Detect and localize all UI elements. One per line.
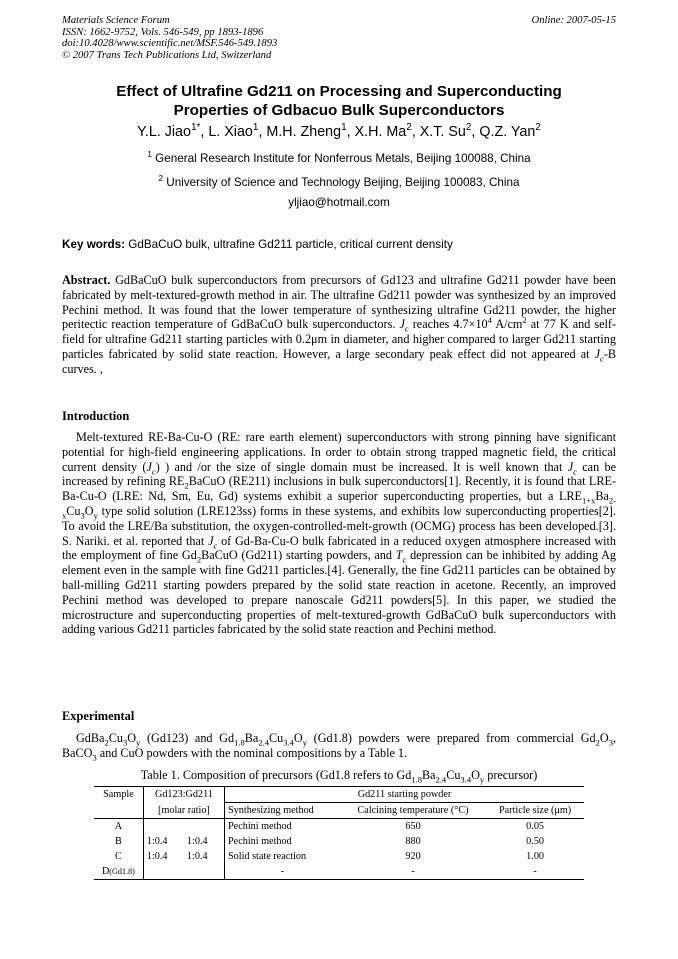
abstract-text: -B curves. ,	[62, 346, 616, 376]
abstract-text: A/cm	[495, 317, 523, 332]
jc-symbol: J	[146, 459, 152, 474]
subscript: 2.4	[258, 737, 269, 748]
author-name: Y.L. Jiao	[137, 124, 191, 140]
subscript: 2	[184, 480, 189, 491]
journal-name: Materials Science Forum	[62, 15, 170, 26]
subscript: 3.4	[460, 774, 472, 785]
title-line-1: Effect of Ultrafine Gd211 on Processing and Superconducting	[116, 83, 562, 100]
abstract-text: reaches 4.7×10	[412, 317, 488, 332]
affiliation-number: 2	[158, 174, 164, 184]
subscript: 3	[80, 510, 85, 521]
body-text: O	[293, 731, 303, 745]
cell-sample: C	[115, 851, 122, 862]
subscript: 1+x	[582, 495, 596, 506]
cell-ratio: 1:0.4	[186, 836, 208, 847]
subscript: y	[93, 510, 98, 521]
author-list: Y.L. Jiao$^{1*}$, L. Xiao$^1$, M.H. Zheng$^1$, X.H. Ma$^2$, X.T. Su$^2$, Q.Z. Yan$^2$	[137, 122, 541, 140]
cell-particle-size: 0.05	[526, 821, 544, 832]
jc-symbol: J	[567, 459, 574, 474]
body-text: type solid solution (LRE123ss) forms in these systems, and exhibits low superconducting properties[2]. To avoid the LRE/Ba substitution, the oxygen-controlled-melt-growth (OCMG) process has been developed.[3]. S. Nariki. et al. reported that	[62, 503, 616, 548]
body-text: Cu	[108, 731, 123, 745]
experimental-paragraph	[62, 731, 616, 761]
body-text: (Gd123) and Gd	[146, 731, 235, 745]
author-affiliation-mark: 1	[341, 122, 347, 134]
table-row	[94, 864, 584, 880]
subscript: 3	[92, 752, 97, 763]
table-row	[94, 834, 584, 849]
caption-text: precursor)	[487, 768, 538, 782]
body-text: (Gd1.8) powders were prepared from commercial Gd	[313, 731, 596, 745]
author-name: M.H. Zheng	[266, 124, 342, 140]
cell-sample	[94, 864, 143, 880]
keywords	[62, 238, 616, 251]
author-name: Q.Z. Yan	[479, 124, 536, 140]
body-text: GdBa	[76, 731, 105, 745]
tc-subscript: c	[402, 554, 407, 565]
issn-line: ISSN: 1662-9752, Vols. 546-549, pp 1893-1896	[62, 26, 264, 38]
author-affiliation-mark: 1	[252, 122, 259, 134]
body-text: O	[599, 731, 609, 745]
header-ratio: Gd123:Gd211	[143, 787, 224, 803]
cell-method: Pechini method	[225, 819, 340, 835]
exponent: 2	[522, 315, 527, 326]
subscript: y	[302, 737, 307, 748]
caption-text: Ba	[421, 768, 436, 782]
table-row	[94, 819, 584, 835]
header-sample: Sample	[94, 787, 143, 803]
cell-method: Solid state reaction	[225, 849, 340, 864]
jc-subscript: c	[213, 540, 218, 551]
cell-particle-size: 0.50	[526, 836, 544, 847]
subscript: 2.4	[435, 774, 447, 785]
author-affiliation-mark: 1*	[190, 122, 201, 134]
author-name: X.T. Su	[419, 124, 466, 140]
body-text: depression can be inhibited by adding Ag element even in the sample with fine Gd211 particles.[4]. Generally, the fine Gd211 particles can be obtained by ball-milling Gd211 starting powders prepared by the solid state reaction in acetone. Recently, an improved Pechini method was developed to prepare nanoscale Gd211 powders[5]. In this paper, we studied the microstructure and superconducting properties of melt-textured-growth GdBaCuO bulk superconductors with adding various Gd211 particles fabricated by the solid state reaction and Pechini method.	[62, 548, 617, 637]
body-text: Melt-textured RE-Ba-Cu-O (RE: rare earth element) superconductors with strong pinning have significant potential for high-field engineering applications. In order to obtain strong trapped magnetic field, the critical current density (	[62, 430, 616, 474]
body-text: BaCuO (RE211) inclusions in bulk superconductors[1]. Recently, it is found that LRE-Ba-Cu-O (LRE: Nd, Sm, Eu, Gd) systems exhibit a superior superconducting properties, but a LRE	[62, 474, 616, 504]
header-gd211-group: Gd211 starting powder	[225, 787, 584, 803]
subscript: 2-x	[62, 495, 616, 521]
abstract-text: at 77 K and self-field for ultrafine Gd211 starting particles with 0.2μm in diameter, and higher compared to larger Gd211 starting particles fabricated by solid state reaction. However, a large secondary peak effect did not appeared at	[62, 317, 617, 361]
cell-method: Pechini method	[225, 834, 340, 849]
doi-line: doi:10.4028/www.scientific.net/MSF.546-549.1893	[62, 38, 278, 50]
table-subheader-row	[94, 803, 584, 819]
subscript: 1.8	[411, 774, 422, 785]
cell-particle-size: 1.00	[526, 851, 544, 862]
cell-ratio: 1:0.4	[143, 834, 184, 849]
journal-header	[62, 15, 616, 61]
precursor-composition-table	[94, 786, 584, 880]
keywords-label: Key words:	[62, 238, 125, 251]
tc-symbol: T	[395, 548, 403, 563]
caption-text: Cu	[446, 768, 461, 782]
subscript: 2	[196, 554, 202, 565]
cell-ratio: 1:0.4	[143, 849, 184, 864]
cell-sample: B	[115, 836, 122, 847]
body-text: BaCuO (Gd211) starting powders, and	[201, 548, 392, 563]
author-email: yljiao@hotmail.com	[288, 196, 390, 209]
jc-subscript: c	[573, 466, 577, 477]
subscript: y	[479, 774, 485, 785]
jc-symbol: J	[399, 317, 405, 332]
author-affiliation-mark: 2	[406, 122, 412, 134]
caption-text: O	[471, 768, 480, 782]
caption-text: Table 1. Composition of precursors (Gd1.8 refers to Gd	[140, 768, 412, 782]
header-temperature: Calcining temperature (°C)	[340, 803, 486, 819]
abstract-text: GdBaCuO bulk superconductors from precursors of Gd123 and ultrafine Gd211 powder have been fabricated by melt-textured-growth method in air. The ultrafine Gd211 powder was synthesized by an improved Pechini method. It was found that the lower temperature of synthesizing ultrafine Gd211 powder, the higher peritectic reaction temperature of GdBaCuO bulk superconductors.	[62, 273, 616, 332]
subscript: 2	[104, 737, 109, 748]
affiliation-text: General Research Institute for Nonferrous Metals, Beijing 100088, China	[155, 152, 531, 165]
cell-sample: A	[114, 821, 123, 832]
abstract	[62, 273, 616, 377]
section-heading-introduction: Introduction	[62, 409, 130, 423]
body-text: , BaCO	[62, 731, 617, 760]
subscript: 2	[595, 737, 600, 748]
subscript: 3.4	[283, 737, 294, 748]
author-affiliation-mark: 2	[535, 122, 541, 134]
cell-particle-size: -	[486, 864, 584, 880]
body-text: Cu	[66, 503, 81, 518]
body-text: O	[127, 731, 137, 745]
body-text: O	[84, 503, 94, 518]
online-date: Online: 2007-05-15	[531, 15, 616, 26]
cell-temperature: 920	[405, 851, 421, 862]
body-text: and CuO powders with the nominal compositions by a Table 1.	[99, 745, 408, 760]
cell-method: -	[225, 864, 340, 880]
subscript: y	[136, 737, 141, 748]
jc-subscript: c	[404, 323, 409, 334]
cell-ratio	[184, 864, 225, 880]
subscript: 3	[122, 737, 128, 748]
cell-ratio	[143, 819, 184, 835]
table-header-row	[94, 787, 584, 803]
title-line-2: Properties of Gdbacuo Bulk Superconductors	[173, 102, 505, 119]
header-particle-size: Particle size (μm)	[486, 803, 584, 819]
section-heading-experimental: Experimental	[62, 709, 135, 723]
jc-symbol: J	[208, 533, 214, 548]
body-text: Ba	[595, 489, 609, 504]
cell-temperature: -	[340, 864, 486, 880]
affiliation-text: University of Science and Technology Beijing, Beijing 100083, China	[166, 176, 520, 189]
subscript: 3	[608, 737, 613, 748]
header-method: Synthesizing method	[225, 803, 340, 819]
affiliation-1	[62, 152, 616, 165]
abstract-label: Abstract.	[62, 273, 111, 287]
body-text: Ba	[244, 731, 259, 745]
table-row	[94, 849, 584, 864]
jc-subscript: c	[151, 466, 156, 477]
body-text: of Gd-Ba-Cu-O bulk fabricated in a reduced oxygen atmosphere increased with the employment of fine Gd	[62, 533, 617, 563]
header-ratio-unit: [molar ratio]	[143, 803, 224, 819]
sample-letter: D	[101, 866, 110, 877]
header-empty	[94, 803, 143, 819]
body-text: Cu	[268, 731, 284, 745]
body-text: ) and /or the size of single domain must be increased. It is well known that	[165, 459, 563, 474]
keywords-text: GdBaCuO bulk, ultrafine Gd211 particle, critical current density	[128, 238, 453, 251]
table-caption	[62, 768, 616, 783]
exponent: 4	[487, 315, 492, 326]
author-affiliation-mark: 2	[465, 122, 472, 134]
introduction-paragraph: Melt-textured RE-Ba-Cu-O (RE: rare earth element) superconductors with strong pinning have significant potential for high-field engineering applications. In order to obtain strong trapped magnetic field, the critical current density $(J_c)$ ) and /or the size of single domain must be increased. It is well known that $J_c$ can be increased by refining $RE_2BaCuO$ (RE211) inclusions in bulk superconductors[1]. Recently, it is found that LRE-Ba-Cu-O (LRE: Nd, Sm, Eu, Gd) systems exhibit a superior superconducting properties, but a $LRE_{1+x}Ba_{2-x}Cu_3O_y$ type solid solution (LRE123ss) forms in these systems, and exhibits low superconducting properties[2]. To avoid the LRE/Ba substitution, the oxygen-controlled-melt-growth (OCMG) process has been developed.[3]. S. Nariki. et al. reported that $J_c$ of Gd-Ba-Cu-O bulk fabricated in a reduced oxygen atmosphere increased with the employment of fine $Gd_2BaCuO$ (Gd211) starting powders, and $T_c$ depression can be inhibited by adding Ag element even in the sample with fine Gd211 particles.[4]. Generally, the fine Gd211 particles can be obtained by ball-milling Gd211 starting powders prepared by the solid state reaction in acetone. Recently, an improved Pechini method was developed to prepare nanoscale Gd211 powders[5]. In this paper, we studied the microstructure and superconducting properties of melt-textured-growth GdBaCuO bulk superconductors with adding various Gd211 particles fabricated by the solid state reaction and Pechini method.	[62, 430, 617, 637]
cell-temperature: 880	[405, 836, 421, 847]
sample-note: (Gd1.8)	[109, 867, 135, 876]
cell-ratio	[184, 819, 225, 835]
jc-subscript: c	[600, 353, 604, 364]
author-name: L. Xiao	[208, 124, 253, 140]
paper-title	[62, 82, 616, 120]
cell-ratio	[143, 864, 184, 880]
subscript: 1.8	[234, 737, 245, 748]
author-name: X.H. Ma	[354, 124, 407, 140]
affiliation-2	[62, 176, 616, 189]
body-text: can be increased by refining RE	[62, 459, 617, 489]
jc-symbol: J	[594, 346, 601, 361]
affiliation-number: 1	[147, 150, 152, 160]
copyright-line: © 2007 Trans Tech Publications Ltd, Switzerland	[62, 49, 272, 61]
cell-ratio: 1:0.4	[186, 851, 208, 862]
cell-temperature: 650	[405, 821, 421, 832]
